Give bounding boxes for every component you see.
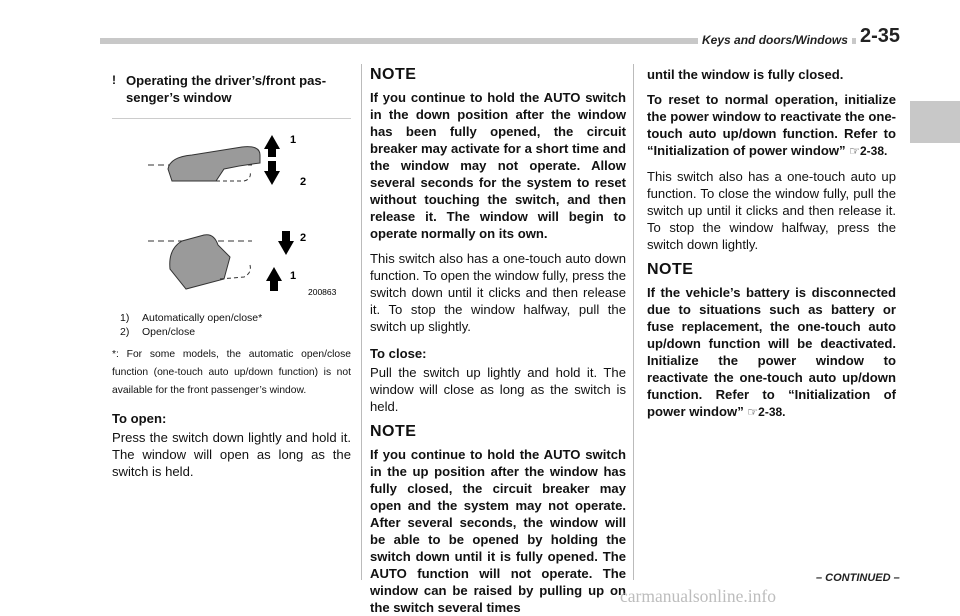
page-reference-link[interactable]: ☞2-38.	[849, 144, 888, 158]
arrow-up-icon	[266, 267, 282, 291]
column-3	[647, 66, 896, 421]
continued-note-text: until the window is fully closed.	[647, 67, 844, 82]
column-divider	[633, 64, 634, 580]
note-text: If the vehicle’s battery is disconnected due to situations such as battery or fuse replacement, the one-touch auto up/down function will be deactivated. Initialize the power window to reactivate the one-touch auto up/down function. Refer to “Initialization of power window” ☞2-38.	[647, 285, 896, 419]
reset-text: To reset to normal operation, initialize the power window to reactivate the one-touch auto up/down function. Refer to “Initialization of power window” ☞2-38.	[647, 92, 896, 158]
to-open-heading: To open:	[112, 411, 167, 426]
to-close-text: Pull the switch up lightly and hold it. The window will close as long as the switch is held.	[370, 365, 626, 414]
section-heading	[112, 72, 351, 106]
footnote: *: For some models, the automatic open/close function (one-touch auto up/down function) is not available for the front passenger’s window.	[112, 349, 351, 396]
section-heading-line1: Operating the driver’s/front pas-	[126, 73, 327, 88]
to-open-text: Press the switch down lightly and hold it. The window will open as long as the switch is held.	[112, 430, 351, 479]
auto-up-text: This switch also has a one-touch auto up function. To close the window fully, pull the switch up until it clicks and then release it. To stop the window halfway, press the switch down lightly.	[647, 169, 896, 252]
auto-down-text: This switch also has a one-touch auto down function. To open the window fully, press the switch down until it clicks and then release it. To stop the window halfway, pull the switch up slightly.	[370, 251, 626, 334]
note-text: If you continue to hold the AUTO switch in the up position after the window has fully closed, the circuit breaker may open and the system may not operate. After several seconds, the window will be able to be opened by holding the switch down until it is fully opened. The AUTO function will not operate. The window can be raised by pulling up on the switch several times	[370, 447, 626, 615]
page-number: 2-35	[856, 25, 902, 48]
switch-diagram	[112, 119, 351, 305]
arrow-label: 2	[300, 232, 307, 244]
column-divider	[361, 64, 362, 580]
switch-upper	[168, 147, 260, 181]
arrow-down-icon	[278, 231, 294, 255]
page-reference-link[interactable]: ☞2-38.	[747, 405, 786, 419]
caption-item: 2) Open/close	[120, 326, 196, 338]
section-title: Keys and doors/Windows	[698, 33, 852, 47]
bullet-icon: !	[112, 73, 116, 87]
caption-item: 1) Automatically open/close*	[120, 312, 263, 324]
watermark: carmanualsonline.info	[620, 586, 776, 606]
column-2	[370, 66, 626, 616]
column-1	[112, 66, 351, 480]
arrow-label: 1	[290, 270, 297, 282]
note-heading: NOTE	[647, 261, 694, 278]
note-text: If you continue to hold the AUTO switch in the down position after the window has been fully opened, the circuit breaker may activate for a short time and the window may not operate. Allow several seconds for the system to reset without touching the switch, and then release it. The window will begin to operate normally on its own.	[370, 90, 626, 241]
window-switch-illustration	[112, 118, 351, 305]
chapter-side-tab	[910, 101, 960, 143]
note-heading: NOTE	[370, 423, 417, 440]
switch-lower	[170, 235, 230, 289]
continued-footer: – CONTINUED –	[816, 572, 900, 584]
figure-caption	[120, 311, 351, 339]
to-close-heading: To close:	[370, 346, 427, 361]
arrow-label: 2	[300, 176, 307, 188]
section-heading-line2: senger’s window	[126, 90, 232, 105]
arrow-label: 1	[290, 134, 297, 146]
note-heading: NOTE	[370, 66, 417, 83]
figure-code: 200863	[308, 287, 337, 297]
arrow-up-icon	[264, 135, 280, 157]
arrow-down-icon	[264, 161, 280, 185]
